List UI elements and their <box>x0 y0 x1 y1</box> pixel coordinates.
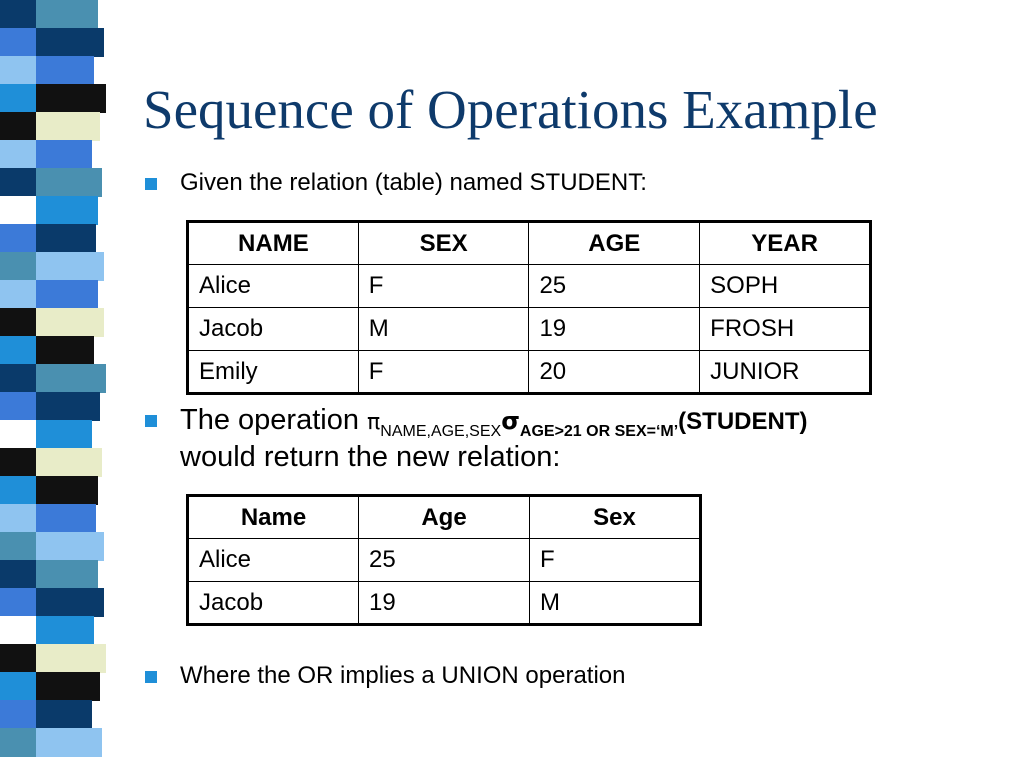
student-header-row <box>188 222 871 265</box>
bar-stripe-outer <box>0 392 36 421</box>
cell: Alice <box>188 539 359 582</box>
bar-stripe-inner <box>36 504 96 533</box>
bar-stripe-inner <box>36 280 98 309</box>
bar-stripe-inner <box>36 112 100 141</box>
header-age: AGE <box>529 222 700 265</box>
student-table <box>186 220 872 395</box>
bar-stripe-outer <box>0 560 36 589</box>
sigma-subscript: AGE>21 OR SEX=‘M’ <box>519 423 679 440</box>
bar-stripe-outer <box>0 336 36 365</box>
bar-stripe-inner <box>36 140 92 169</box>
bar-stripe-inner <box>36 672 100 701</box>
bullet-marker-2 <box>145 415 157 427</box>
table-row <box>188 265 871 308</box>
header-name: NAME <box>188 222 359 265</box>
cell: JUNIOR <box>700 351 871 394</box>
bar-stripe-outer <box>0 476 36 505</box>
bullet-text-or-union: Where the OR implies a UNION operation <box>180 662 626 689</box>
cell: M <box>530 582 701 625</box>
bar-stripe-outer <box>0 196 36 225</box>
bar-stripe-inner <box>36 0 98 29</box>
operation-lead: The operation <box>180 404 368 436</box>
bullet-marker-3 <box>145 671 157 683</box>
header-sex: SEX <box>358 222 529 265</box>
bar-stripe-inner <box>36 56 94 85</box>
table-row <box>188 539 701 582</box>
header-sex: Sex <box>530 496 701 539</box>
bar-stripe-outer <box>0 588 36 617</box>
header-name: Name <box>188 496 359 539</box>
bar-stripe-outer <box>0 672 36 701</box>
cell: Jacob <box>188 582 359 625</box>
header-age: Age <box>359 496 530 539</box>
bar-stripe-outer <box>0 0 36 29</box>
bar-stripe-outer <box>0 252 36 281</box>
bar-stripe-outer <box>0 644 36 673</box>
cell: Alice <box>188 265 359 308</box>
cell: 25 <box>359 539 530 582</box>
bar-stripe-outer <box>0 28 36 57</box>
bar-stripe-inner <box>36 476 98 505</box>
cell: 19 <box>359 582 530 625</box>
bar-stripe-inner <box>36 168 102 197</box>
bullet-marker-1 <box>145 178 157 190</box>
bar-stripe-outer <box>0 616 36 645</box>
bar-stripe-inner <box>36 308 104 337</box>
bar-stripe-inner <box>36 532 104 561</box>
bar-stripe-outer <box>0 504 36 533</box>
cell: F <box>358 265 529 308</box>
bar-stripe-outer <box>0 140 36 169</box>
bullet-text-operation-line2: would return the new relation: <box>180 441 561 473</box>
bar-stripe-outer <box>0 84 36 113</box>
bar-stripe-outer <box>0 308 36 337</box>
cell: 19 <box>529 308 700 351</box>
bar-stripe-outer <box>0 448 36 477</box>
cell: 20 <box>529 351 700 394</box>
bar-stripe-inner <box>36 28 104 57</box>
bar-stripe-outer <box>0 112 36 141</box>
bar-stripe-outer <box>0 700 36 729</box>
pi-symbol: π <box>367 410 381 435</box>
bar-stripe-outer <box>0 280 36 309</box>
bar-stripe-inner <box>36 392 100 421</box>
bar-stripe-inner <box>36 644 106 673</box>
bar-stripe-inner <box>36 252 104 281</box>
bar-stripe-outer <box>0 728 36 757</box>
bar-stripe-inner <box>36 84 106 113</box>
table-row <box>188 351 871 394</box>
cell: FROSH <box>700 308 871 351</box>
bar-stripe-outer <box>0 56 36 85</box>
decorative-striped-bar <box>0 0 120 768</box>
bar-stripe-inner <box>36 616 94 645</box>
cell: F <box>530 539 701 582</box>
bar-stripe-inner <box>36 560 98 589</box>
table-row <box>188 308 871 351</box>
bar-stripe-inner <box>36 336 94 365</box>
bullet-text-given-relation: Given the relation (table) named STUDENT: <box>180 169 647 196</box>
bar-stripe-inner <box>36 588 104 617</box>
bar-stripe-inner <box>36 700 92 729</box>
table-row <box>188 582 701 625</box>
cell: M <box>358 308 529 351</box>
cell: SOPH <box>700 265 871 308</box>
bar-stripe-outer <box>0 364 36 393</box>
bar-stripe-inner <box>36 728 102 757</box>
cell: Jacob <box>188 308 359 351</box>
header-year: YEAR <box>700 222 871 265</box>
operand: (STUDENT) <box>678 408 808 435</box>
bar-stripe-outer <box>0 420 36 449</box>
result-header-row <box>188 496 701 539</box>
cell: Emily <box>188 351 359 394</box>
cell: F <box>358 351 529 394</box>
bar-stripe-outer <box>0 168 36 197</box>
result-table <box>186 494 702 626</box>
bar-stripe-inner <box>36 196 98 225</box>
bar-stripe-inner <box>36 448 102 477</box>
bar-stripe-inner <box>36 420 92 449</box>
cell: 25 <box>529 265 700 308</box>
bar-stripe-outer <box>0 532 36 561</box>
slide-title: Sequence of Operations Example <box>143 79 878 140</box>
bar-stripe-inner <box>36 224 96 253</box>
bar-stripe-outer <box>0 224 36 253</box>
bar-stripe-inner <box>36 364 106 393</box>
pi-subscript: NAME,AGE,SEX <box>380 423 502 440</box>
sigma-symbol: σ <box>501 407 520 435</box>
